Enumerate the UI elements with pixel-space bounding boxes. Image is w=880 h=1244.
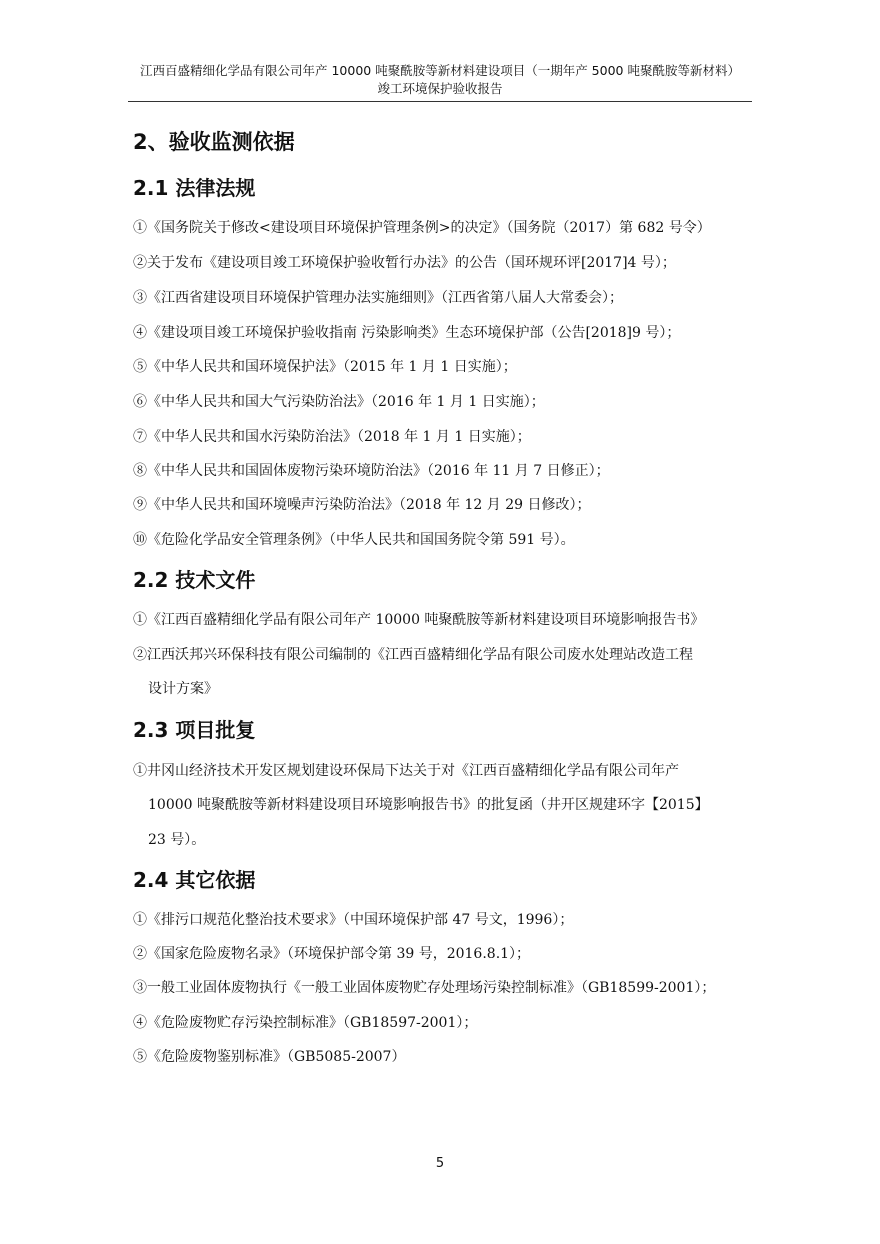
header-line-2: 竣工环境保护验收报告: [377, 81, 503, 96]
list-item: ②关于发布《建设项目竣工环境保护验收暂行办法》的公告（国环规环评[2017]4 号）；: [133, 255, 676, 271]
list-item: ①《国务院关于修改<建设项目环境保护管理条例>的决定》（国务院（2017）第 682 号令）: [133, 220, 711, 236]
list-item: ①《江西百盛精细化学品有限公司年产 10000 吨聚酰胺等新材料建设项目环境影响报告书》: [133, 612, 705, 628]
subsection-title-2-3: 2.3 项目批复: [133, 718, 256, 742]
list-item: ①《排污口规范化整治技术要求》（中国环境保护部 47 号文，1996）；: [133, 912, 574, 928]
list-item: ⑦《中华人民共和国水污染防治法》（2018 年 1 月 1 日实施）；: [133, 429, 531, 445]
list-item: ②《国家危险废物名录》（环境保护部令第 39 号，2016.8.1）；: [133, 946, 531, 962]
running-header: [60, 62, 820, 98]
page-number: 5: [435, 1156, 445, 1171]
header-line-1: 江西百盛精细化学品有限公司年产 10000 吨聚酰胺等新材料建设项目（一期年产 5000 吨聚酰胺等新材料）: [140, 63, 740, 78]
list-item: ⑨《中华人民共和国环境噪声污染防治法》（2018 年 12 月 29 日修改）；: [133, 497, 591, 513]
list-item: ⑤《中华人民共和国环境保护法》（2015 年 1 月 1 日实施）；: [133, 359, 517, 375]
list-item: ⑧《中华人民共和国固体废物污染环境防治法》（2016 年 11 月 7 日修正）；: [133, 463, 610, 479]
list-item: ①井冈山经济技术开发区规划建设环保局下达关于对《江西百盛精细化学品有限公司年产: [133, 763, 679, 779]
list-item: ③《江西省建设项目环境保护管理办法实施细则》（江西省第八届人大常委会）；: [133, 290, 623, 306]
list-item: ⑩《危险化学品安全管理条例》（中华人民共和国国务院令第 591 号）。: [133, 532, 575, 548]
subsection-title-2-2: 2.2 技术文件: [133, 568, 256, 592]
list-item: ④《危险废物贮存污染控制标准》（GB18597-2001）；: [133, 1015, 478, 1031]
subsection-title-2-4: 2.4 其它依据: [133, 868, 256, 892]
section-title: 2、验收监测依据: [133, 130, 295, 154]
list-item: ⑤《危险废物鉴别标准》（GB5085-2007）: [133, 1049, 406, 1065]
list-item: ③一般工业固体废物执行《一般工业固体废物贮存处理场污染控制标准》（GB18599-2001）；: [133, 980, 716, 996]
header-divider: [128, 101, 752, 102]
list-item: ⑥《中华人民共和国大气污染防治法》（2016 年 1 月 1 日实施）；: [133, 394, 545, 410]
list-item: ②江西沃邦兴环保科技有限公司编制的《江西百盛精细化学品有限公司废水处理站改造工程: [133, 647, 693, 663]
list-item-continuation: 设计方案》: [148, 681, 218, 697]
list-item: ④《建设项目竣工环境保护验收指南 污染影响类》生态环境保护部（公告[2018]9 号）；: [133, 325, 681, 341]
list-item-continuation: 23 号）。: [148, 832, 206, 848]
list-item-continuation: 10000 吨聚酰胺等新材料建设项目环境影响报告书》的批复函（井开区规建环字【2015】: [148, 797, 709, 813]
subsection-title-2-1: 2.1 法律法规: [133, 176, 256, 200]
